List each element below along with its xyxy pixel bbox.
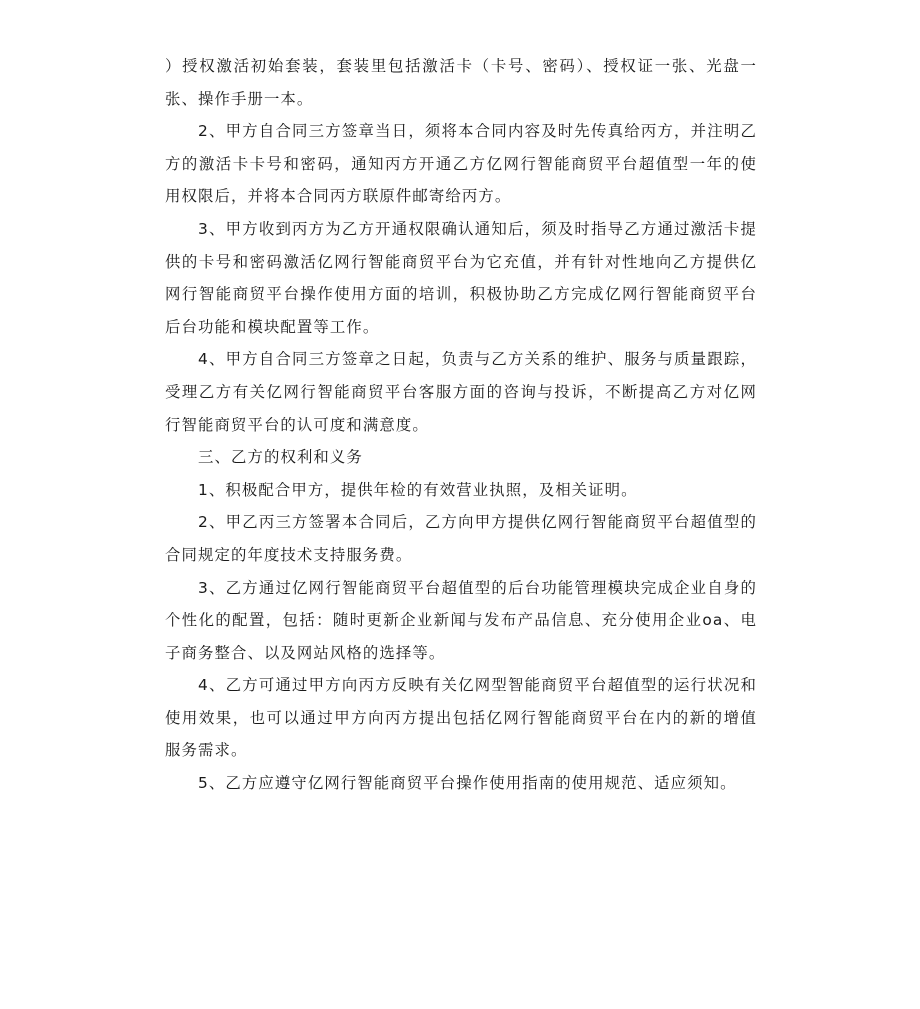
document-body <box>165 50 757 800</box>
paragraph-party-b-2: 2、甲乙丙三方签署本合同后，乙方向甲方提供亿网行智能商贸平台超值型的合同规定的年度技术支持服务费。 <box>165 513 757 564</box>
paragraph-party-b-5: 5、乙方应遵守亿网行智能商贸平台操作使用指南的使用规范、适应须知。 <box>198 774 737 793</box>
paragraph-party-b-1: 1、积极配合甲方，提供年检的有效营业执照，及相关证明。 <box>198 480 638 499</box>
section-heading: 三、乙方的权利和义务 <box>198 448 363 467</box>
paragraph-item-3: 3、甲方收到丙方为乙方开通权限确认通知后，须及时指导乙方通过激活卡提供的卡号和密码激活亿网行智能商贸平台为它充值，并有针对性地向乙方提供亿网行智能商贸平台操作使用方面的培训，积极协助乙方完成亿网行智能商贸平台后台功能和模块配置等工作。 <box>165 219 757 336</box>
paragraph-party-b-3: 3、乙方通过亿网行智能商贸平台超值型的后台功能管理模块完成企业自身的个性化的配置，包括：随时更新企业新闻与发布产品信息、充分使用企业oa、电子商务整合、以及网站风格的选择等。 <box>165 578 757 662</box>
paragraph-continuation: ）授权激活初始套装，套装里包括激活卡（卡号、密码）、授权证一张、光盘一张、操作手册一本。 <box>165 57 757 108</box>
paragraph-party-b-4: 4、乙方可通过甲方向丙方反映有关亿网型智能商贸平台超值型的运行状况和使用效果，也可以通过甲方向丙方提出包括亿网行智能商贸平台在内的新的增值服务需求。 <box>165 676 757 760</box>
paragraph-item-4: 4、甲方自合同三方签章之日起，负责与乙方关系的维护、服务与质量跟踪，受理乙方有关亿网行智能商贸平台客服方面的咨询与投诉，不断提高乙方对亿网行智能商贸平台的认可度和满意度。 <box>165 350 757 434</box>
paragraph-item-2: 2、甲方自合同三方签章当日，须将本合同内容及时先传真给丙方，并注明乙方的激活卡卡号和密码，通知丙方开通乙方亿网行智能商贸平台超值型一年的使用权限后，并将本合同丙方联原件邮寄给丙方。 <box>165 122 757 206</box>
